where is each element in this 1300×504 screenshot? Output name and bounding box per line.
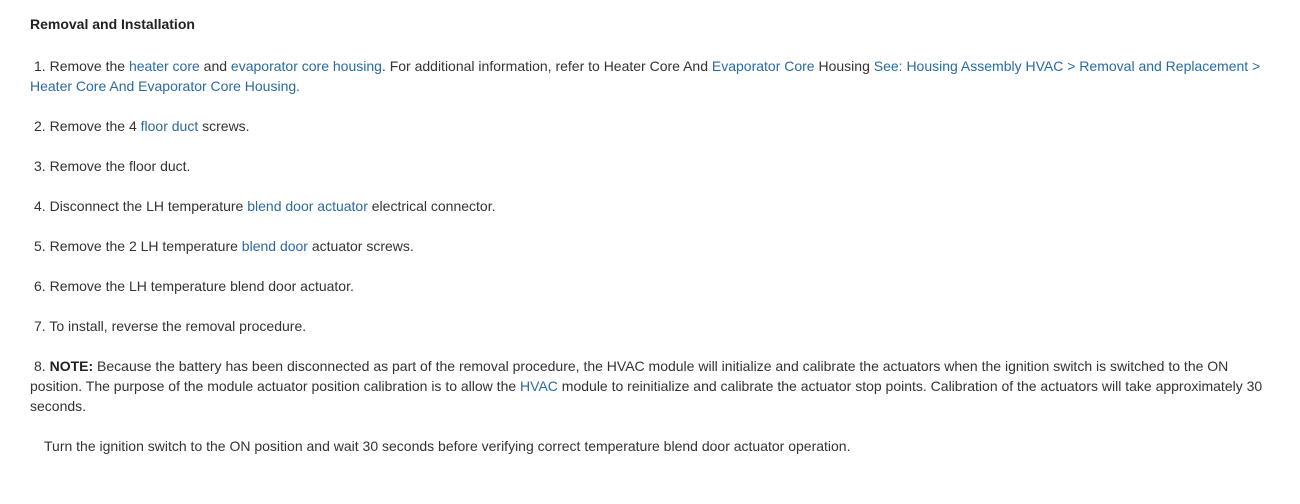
- step-text: screws.: [198, 118, 250, 134]
- step-3: [30, 156, 1270, 176]
- link-evaporator-core-housing[interactable]: evaporator core housing: [230, 58, 382, 74]
- step-6: [30, 276, 1270, 296]
- step-text: . For additional information, refer to Heater Core And: [381, 58, 712, 74]
- step-text: module to reinitialize and calibrate the actuator stop points. Calibration of the actuators will take approximately 30 seconds.: [30, 378, 1263, 414]
- step-text: .: [296, 78, 301, 94]
- step-number: 7.: [34, 318, 46, 334]
- link-blend-door[interactable]: blend door: [241, 238, 308, 254]
- step-number: 3.: [34, 158, 46, 174]
- link-blend-door-actuator[interactable]: blend door actuator: [247, 198, 368, 214]
- step-number: 8.: [34, 358, 46, 374]
- step-text: Remove the floor duct.: [49, 158, 191, 174]
- step-text: Housing: [814, 58, 874, 74]
- link-floor-duct[interactable]: floor duct: [140, 118, 199, 134]
- step-text: Remove the LH temperature blend door actuator.: [49, 278, 354, 294]
- link-see-housing-assembly[interactable]: See: Housing Assembly HVAC > Removal and Replacement > Heater Core And Evaporator Core Housing: [30, 58, 1261, 94]
- step-text: Disconnect the LH temperature: [49, 198, 248, 214]
- step-text: actuator screws.: [307, 238, 414, 254]
- step-text: Remove the 4: [49, 118, 141, 134]
- step-2: [30, 116, 1270, 136]
- step-number: 4.: [34, 198, 46, 214]
- link-heater-core[interactable]: heater core: [128, 58, 200, 74]
- step-number: 1.: [34, 58, 46, 74]
- step-5: [30, 236, 1270, 256]
- step-text: Because the battery has been disconnected as part of the removal procedure, the HVAC module will initialize and calibrate the actuators when the ignition switch is switched to the ON position. The purpose of the module actuator position calibration is to allow the: [30, 358, 1229, 394]
- step-7: [30, 316, 1270, 336]
- step-text: Remove the 2 LH temperature: [49, 238, 242, 254]
- section-title: Removal and Installation: [30, 16, 195, 32]
- step-number: 2.: [34, 118, 46, 134]
- step-8: [30, 356, 1270, 416]
- step-text: electrical connector.: [367, 198, 496, 214]
- sub-step: Turn the ignition switch to the ON position and wait 30 seconds before verifying correct temperature blend door actuator operation.: [44, 438, 851, 454]
- step-text: To install, reverse the removal procedure.: [49, 318, 307, 334]
- step-text: and: [199, 58, 231, 74]
- step-number: 6.: [34, 278, 46, 294]
- step-1: [30, 56, 1270, 96]
- link-evaporator-core[interactable]: Evaporator Core: [711, 58, 815, 74]
- step-text: Remove the: [49, 58, 129, 74]
- step-4: [30, 196, 1270, 216]
- note-label: NOTE:: [49, 358, 94, 374]
- step-number: 5.: [34, 238, 46, 254]
- link-hvac[interactable]: HVAC: [520, 378, 558, 394]
